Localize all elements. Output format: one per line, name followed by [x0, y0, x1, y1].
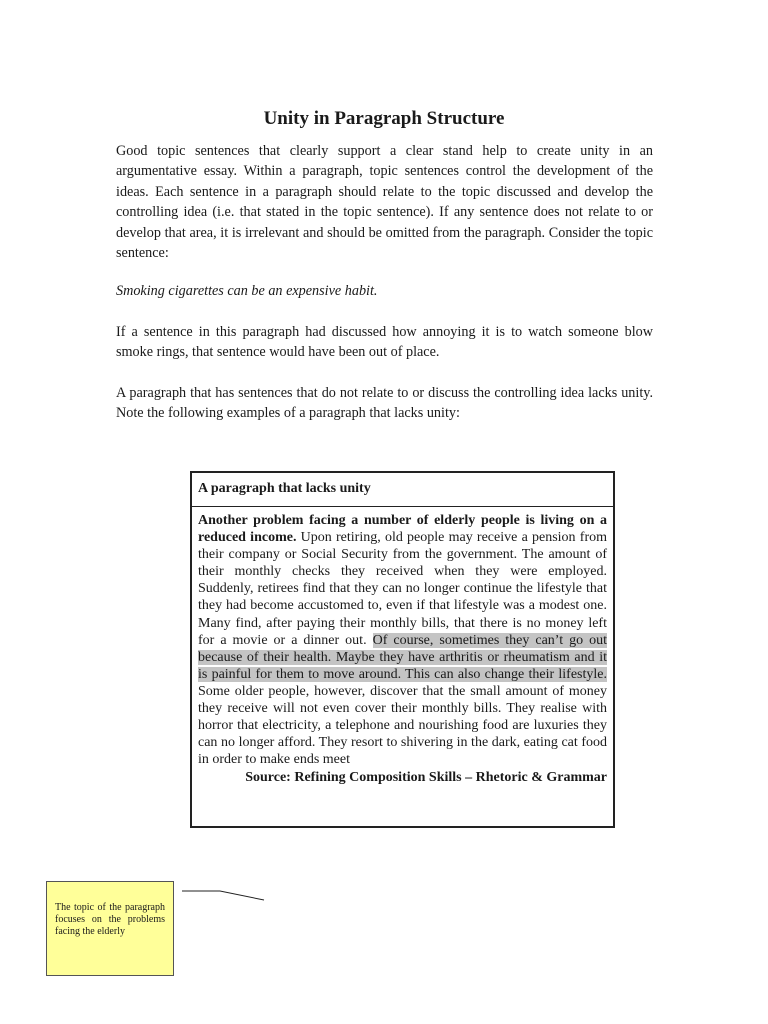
- body-text-after: Some older people, however, discover that the small amount of money they receive will not even cover their monthly bills. They realise with horror that electricity, a telephone and nourishing food are luxuries they can no longer afford. They resort to shivering in the dark, eating cat food in order to make ends meet: [198, 683, 607, 768]
- highlighted-text: Of course, sometimes they can’t go out because of their health. Maybe they have arthritis or rheumatism and it is painful for them to move around. This can also change their lifestyle.: [198, 632, 607, 682]
- example-box-header: A paragraph that lacks unity: [192, 473, 613, 507]
- out-of-place-paragraph: If a sentence in this paragraph had discussed how annoying it is to watch someone blow smoke rings, that sentence would have been out of place.: [116, 324, 653, 361]
- example-box: [190, 471, 615, 828]
- intro-paragraph: Good topic sentences that clearly support a clear stand help to create unity in an argumentative essay. Within a paragraph, topic sentences control the development of the ideas. Each sentence in a paragraph should relate to the topic discussed and develop the controlling idea (i.e. that stated in the topic sentence). If any sentence does not relate to or develop that area, it is irrelevant and should be omitted from the paragraph. Consider the topic sentence:: [116, 143, 653, 262]
- callout-connector-line: [182, 886, 272, 906]
- example-box-body: [192, 507, 613, 768]
- lead-sentence: Another problem facing a number of elderly people is living on a reduced income.: [198, 513, 607, 546]
- sticky-note-text: The topic of the paragraph focuses on the problems facing the elderly: [55, 902, 165, 937]
- sticky-note: [46, 881, 174, 976]
- example-topic-sentence: Smoking cigarettes can be an expensive habit.: [116, 283, 378, 299]
- lacks-unity-paragraph: A paragraph that has sentences that do not relate to or discuss the controlling idea lacks unity. Note the following examples of a paragraph that lacks unity:: [116, 385, 653, 422]
- page-title: Unity in Paragraph Structure: [263, 108, 505, 129]
- source-citation: Source: Refining Composition Skills – Rhetoric & Grammar: [245, 770, 607, 786]
- body-text-before: Upon retiring, old people may receive a pension from their company or Social Security from the government. The amount of their monthly checks they received when they were employed. Suddenly, retirees find that they can no longer continue the lifestyle that they had become accustomed to, even if that lifestyle was a modest one. Many find, after paying their monthly bills, that there is no money left for a movie or a dinner out.: [198, 530, 607, 648]
